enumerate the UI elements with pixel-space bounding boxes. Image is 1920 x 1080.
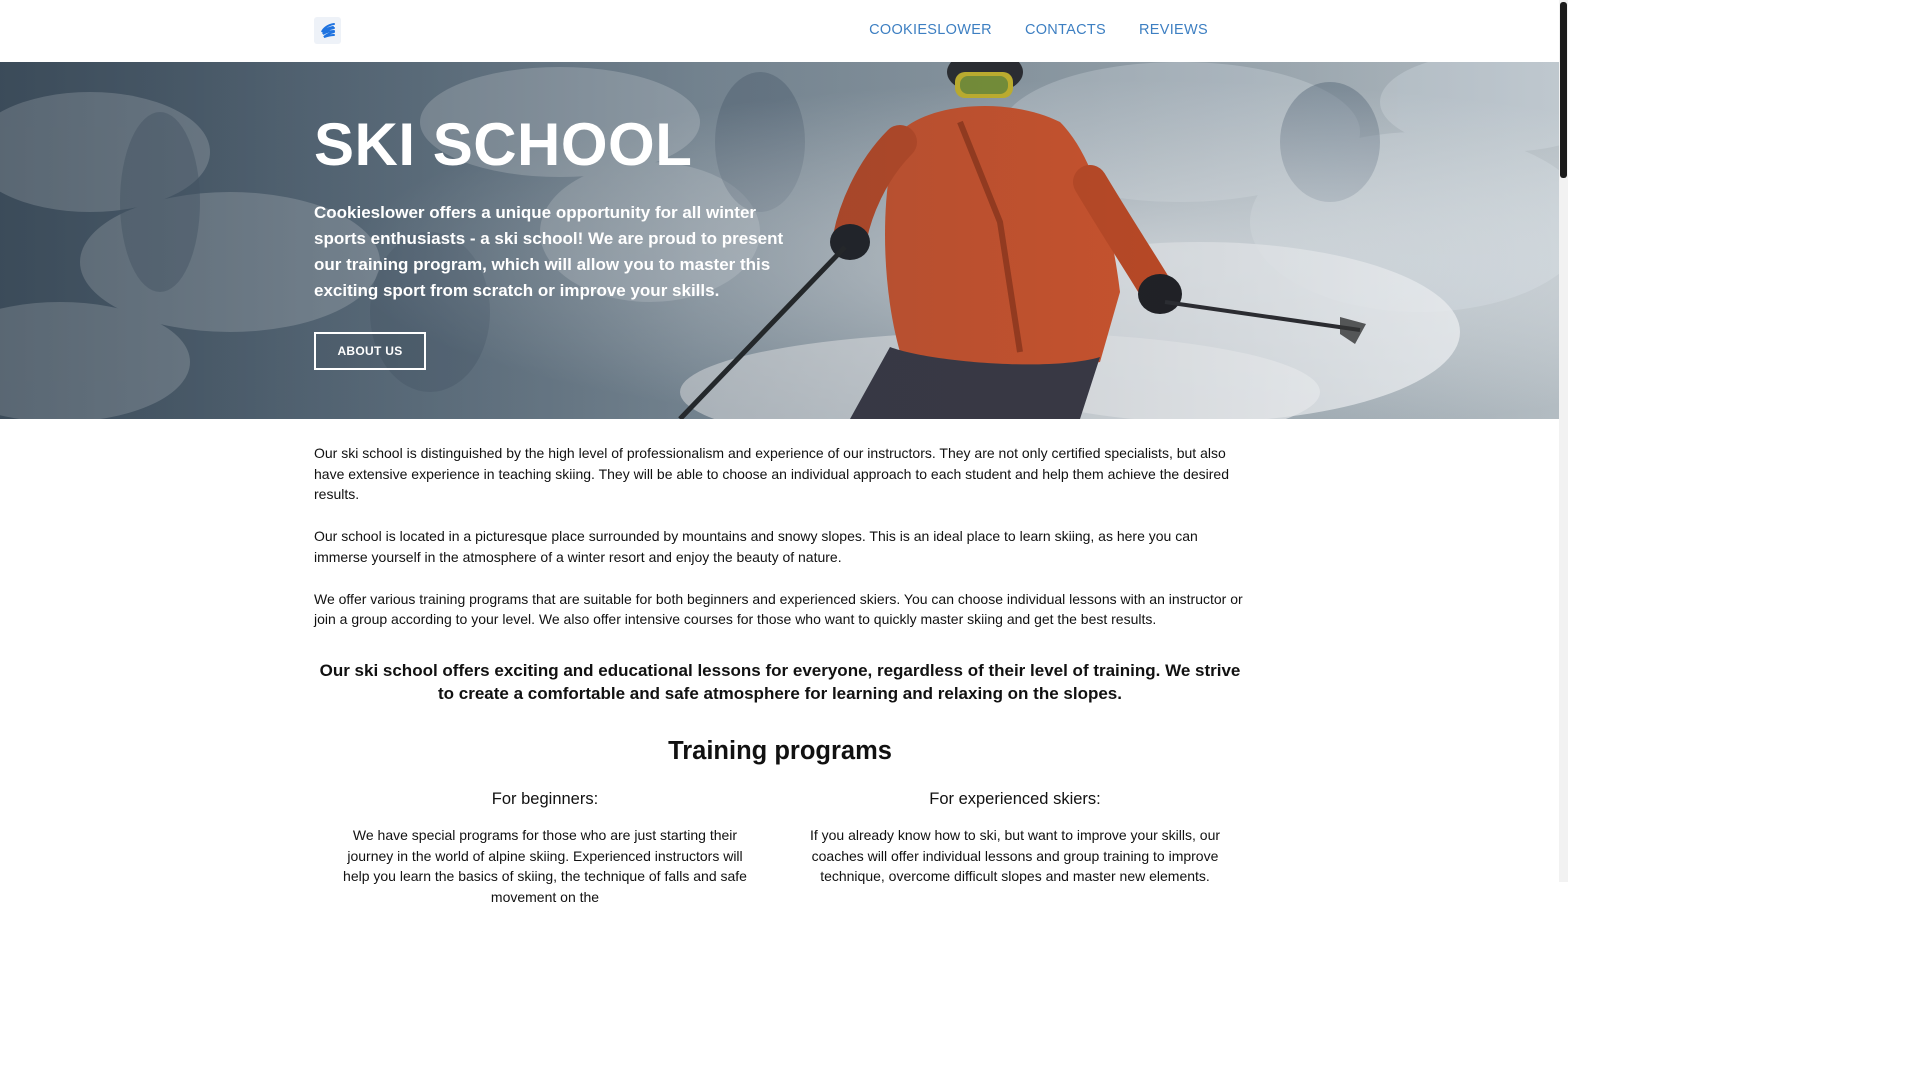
program-heading: For beginners:: [491, 790, 599, 808]
scrollbar-thumb[interactable]: [1560, 2, 1567, 178]
program-text: If you already know how to ski, but want to improve your skills, our coaches will offer individual lessons and group training to improve technique, overcome difficult slopes and master new elements.: [809, 827, 1221, 884]
intro-paragraph: Our school is located in a picturesque place surrounded by mountains and snowy slopes. This is an ideal place to learn skiing, as here you can immerse yourself in the atmosphere of a winter resort and enjoy the beauty of nature.: [314, 528, 1198, 565]
intro-paragraph: We offer various training programs that are suitable for both beginners and experienced skiers. You can choose individual lessons with an instructor or join a group according to your level. We also offer intensive courses for those who want to quickly master skiing and get the best results.: [314, 590, 1243, 628]
feather-swirl-icon: [318, 21, 338, 41]
logo[interactable]: [314, 17, 341, 44]
program-heading: For experienced skiers:: [929, 790, 1101, 808]
about-us-button[interactable]: ABOUT US: [314, 332, 426, 370]
hero-description: Cookieslower offers a unique opportunity for all winter sports enthusiasts - a ski school! We are proud to present our training program, which will allow you to master this exciting sport from scratch or improve your skills.: [314, 203, 784, 300]
nav-cookieslower[interactable]: COOKIESLOWER: [869, 22, 992, 38]
program-experienced: [808, 790, 1222, 887]
intro-content: [314, 443, 1244, 651]
programs-title: Training programs: [668, 737, 892, 765]
page-scrollbar[interactable]: [1559, 0, 1568, 882]
highlight-statement: Our ski school offers exciting and educational lessons for everyone, regardless of their level of training. We strive to create a comfortable and safe atmosphere for learning and relaxing on the slopes.: [319, 661, 1241, 703]
site-header: [0, 0, 1559, 62]
hero-title: SKI SCHOOL: [314, 111, 693, 178]
program-beginners: [338, 790, 752, 907]
nav-contacts[interactable]: CONTACTS: [1024, 22, 1107, 38]
intro-paragraph: Our ski school is distinguished by the high level of professionalism and experience of our instructors. They are not only certified specialists, but also have extensive experience in teaching skiing. They will be able to choose an individual approach to each student and help them achieve the desired results.: [314, 445, 1230, 503]
main-nav: [869, 22, 1208, 38]
nav-reviews[interactable]: REVIEWS: [1139, 22, 1208, 38]
program-text: We have special programs for those who are just starting their journey in the world of alpine skiing. Experienced instructors will help you learn the basics of skiing, the technique of falls and safe movement on the: [343, 827, 747, 905]
hero-banner: [0, 62, 1559, 419]
